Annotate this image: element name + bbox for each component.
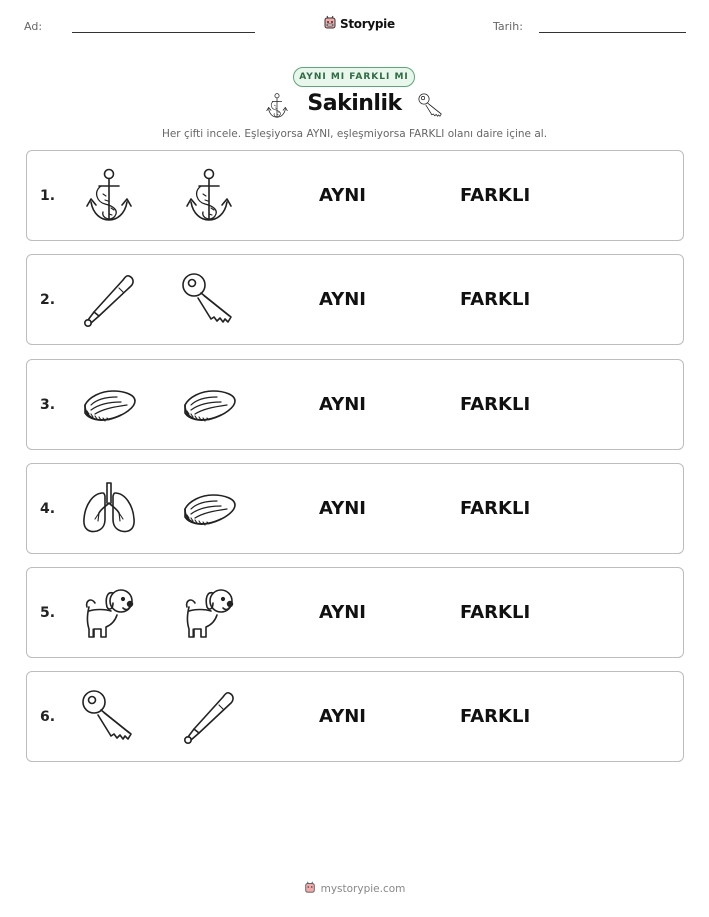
question-row (26, 567, 684, 658)
footer (0, 880, 709, 897)
different-option[interactable]: FARKLI (460, 394, 531, 415)
different-option[interactable]: FARKLI (460, 289, 531, 310)
brand-logo (323, 14, 395, 34)
different-option[interactable]: FARKLI (460, 602, 531, 623)
same-option[interactable]: AYNI (319, 394, 367, 415)
activity-badge: AYNI MI FARKLI MI (293, 67, 415, 87)
key-icon (179, 270, 239, 330)
same-option[interactable]: AYNI (319, 289, 367, 310)
same-option[interactable]: AYNI (319, 498, 367, 519)
footer-site-link[interactable]: mystorypie.com (320, 882, 406, 895)
name-label: Ad: (24, 20, 43, 33)
question-row (26, 150, 684, 241)
row-number: 1. (40, 187, 56, 204)
name-line[interactable] (72, 32, 255, 33)
storypie-mascot-icon (304, 880, 316, 897)
row-number: 2. (40, 291, 56, 308)
question-row (26, 671, 684, 762)
baseball-bat-icon (179, 687, 239, 747)
same-option[interactable]: AYNI (319, 602, 367, 623)
question-row (26, 359, 684, 450)
page-title: Sakinlik (307, 91, 402, 116)
different-option[interactable]: FARKLI (460, 498, 531, 519)
key-icon (79, 687, 139, 747)
different-option[interactable]: FARKLI (460, 706, 531, 727)
puppy-icon (179, 583, 239, 643)
blanket-icon (79, 375, 139, 435)
blanket-icon (179, 375, 239, 435)
different-option[interactable]: FARKLI (460, 185, 531, 206)
row-number: 6. (40, 708, 56, 725)
date-line[interactable] (539, 32, 686, 33)
anchor-icon (179, 166, 239, 226)
same-option[interactable]: AYNI (319, 706, 367, 727)
question-row (26, 254, 684, 345)
instructions: Her çifti incele. Eşleşiyorsa AYNI, eşleşmiyorsa FARKLI olanı daire içine al. (161, 128, 548, 140)
anchor-icon (79, 166, 139, 226)
question-row (26, 463, 684, 554)
row-number: 4. (40, 500, 56, 517)
lungs-icon (79, 479, 139, 539)
date-label: Tarih: (493, 20, 523, 33)
baseball-bat-icon (79, 270, 139, 330)
brand-name: Storypie (340, 17, 395, 31)
key-icon (417, 91, 445, 125)
puppy-icon (79, 583, 139, 643)
blanket-icon (179, 479, 239, 539)
storypie-mascot-icon (323, 14, 337, 34)
row-number: 5. (40, 604, 56, 621)
same-option[interactable]: AYNI (319, 185, 367, 206)
row-number: 3. (40, 396, 56, 413)
